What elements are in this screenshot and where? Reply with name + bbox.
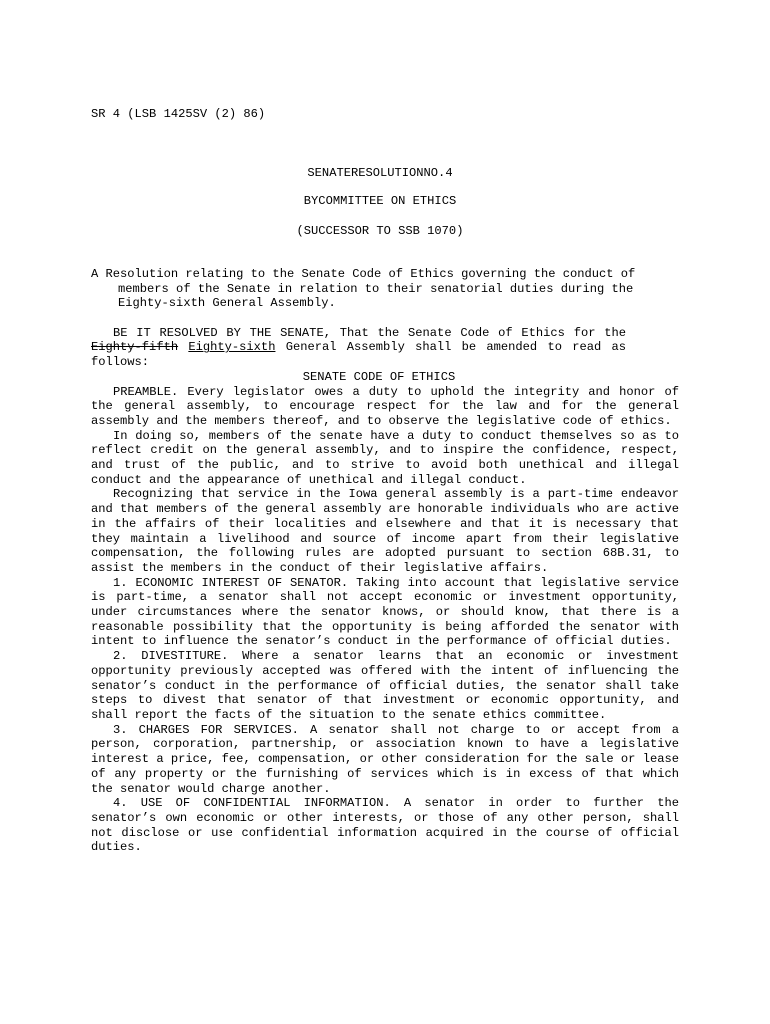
code-body — [91, 385, 679, 856]
resolution-title: SENATERESOLUTIONNO.4 — [307, 165, 453, 180]
bill-id: SR 4 (LSB 1425SV (2) 86) — [91, 107, 266, 121]
document-page — [91, 107, 679, 855]
committee-line: BYCOMMITTEE ON ETHICS — [303, 194, 457, 209]
inserted-text: Eighty-sixth — [188, 340, 276, 355]
code-heading: SENATE CODE OF ETHICS — [302, 369, 456, 384]
successor-line: (SUCCESSOR TO SSB 1070) — [296, 223, 464, 238]
resolved-tail: General Assembly shall be amended to read as follows: — [91, 340, 627, 370]
resolution-summary: A Resolution relating to the Senate Code of Ethics governing the conduct of members of the Senate in relation to their senatorial duties during the Eighty-sixth General Assembly. — [91, 266, 636, 311]
paragraph-recognizing: Recognizing that service in the Iowa general assembly is a part-time endeavor and that members of the general assembly are honorable individuals who are active in the affairs of their localities and elsewhere and that it is necessary that they maintain a livelihood and source of income apart from their legislative compensation, the following rules are adopted pursuant to section 68B.31, to assist the members in the conduct of their legislative affairs. — [91, 487, 679, 575]
struck-text: Eighty-fifth — [91, 340, 179, 355]
paragraph-economic-interest: 1. ECONOMIC INTEREST OF SENATOR. Taking into account that legislative service is part-time, a senator shall not accept economic or investment opportunity, under circumstances where the senator knows, or should know, that there is a reasonable possibility that the opportunity is being afforded the senator with intent to influence the senator’s conduct in the performance of official duties. — [91, 575, 679, 649]
paragraph-preamble: PREAMBLE. Every legislator owes a duty to uphold the integrity and honor of the general assembly, to encourage respect for the law and for the general assembly and the members thereof, and to observe the legislative code of ethics. — [91, 384, 679, 428]
resolved-clause — [91, 326, 626, 370]
resolved-lead: BE IT RESOLVED BY THE SENATE, That the Senate Code of Ethics for the — [113, 325, 626, 340]
paragraph-charges: 3. CHARGES FOR SERVICES. A senator shall not charge to or accept from a person, corporation, partnership, or association known to have a legislative interest a price, fee, compensation, or other consideration for the sale or lease of any property or the furnishing of services which is in excess of that which the senator would charge another. — [91, 722, 679, 796]
paragraph-doing-so: In doing so, members of the senate have a duty to conduct themselves so as to reflect credit on the general assembly, and to inspire the confidence, respect, and trust of the public, and to strive to avoid both unethical and illegal conduct and the appearance of unethical and illegal conduct. — [91, 428, 679, 487]
paragraph-confidential: 4. USE OF CONFIDENTIAL INFORMATION. A senator in order to further the senator’s own economic or other interests, or those of any other person, shall not disclose or use confidential information acquired in the course of official duties. — [91, 796, 679, 855]
paragraph-divestiture: 2. DIVESTITURE. Where a senator learns that an economic or investment opportunity previously accepted was offered with the intent of influencing the senator’s conduct in the performance of official duties, the senator shall take steps to divest that senator of that investment or economic opportunity, and shall report the facts of the situation to the senate ethics committee. — [91, 649, 679, 722]
